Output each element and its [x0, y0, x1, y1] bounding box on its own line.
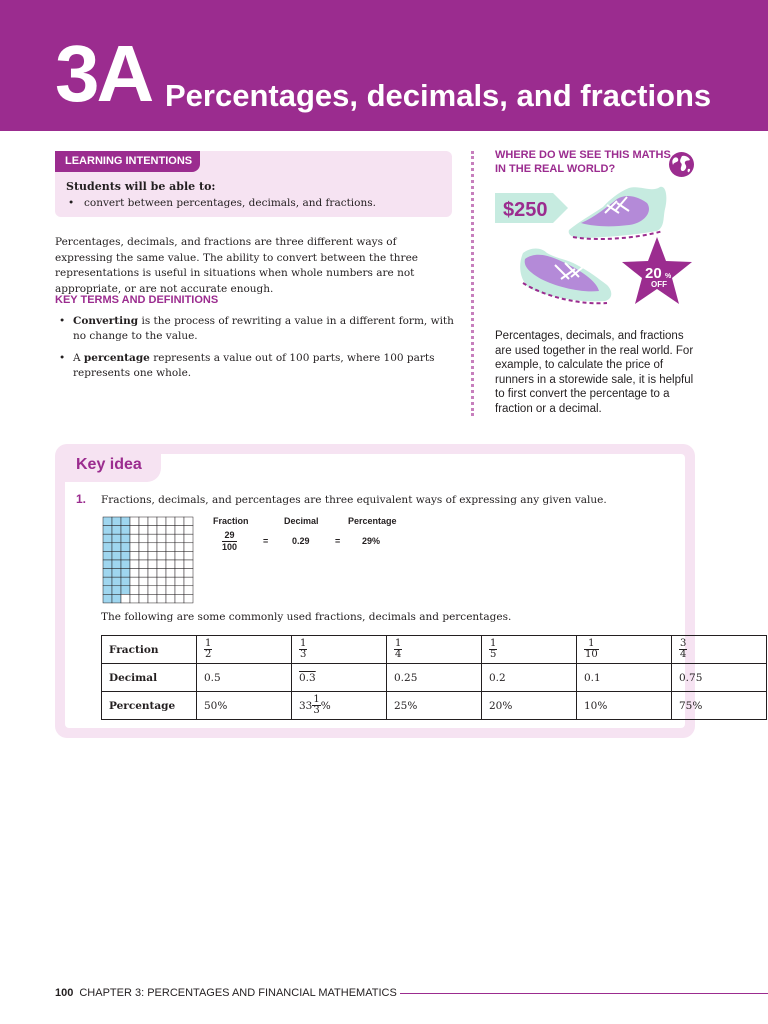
grid-square-shaded [103, 594, 112, 603]
example-percentage: 29% [362, 536, 381, 546]
table-cell-mixed-number: 33 $\frac{1}{3}$ % [292, 692, 387, 720]
grid-square [148, 586, 157, 595]
grid-square-shaded [112, 543, 121, 552]
grid-square [139, 551, 148, 560]
learning-intentions-lead: Students will be able to: [66, 180, 216, 193]
grid-square-shaded [121, 543, 130, 552]
grid-square [139, 543, 148, 552]
grid-square-shaded [103, 534, 112, 543]
grid-square [148, 577, 157, 586]
grid-square-shaded [121, 560, 130, 569]
grid-square [184, 569, 193, 578]
grid-square [175, 517, 184, 526]
grid-square [166, 543, 175, 552]
learning-intention-item: • convert between percentages, decimals, and fractions. [84, 197, 376, 209]
grid-square [148, 534, 157, 543]
grid-square [130, 534, 139, 543]
page-footer [55, 987, 397, 999]
grid-square-shaded [121, 526, 130, 535]
page-number: 100 [55, 987, 74, 999]
grid-square [157, 526, 166, 535]
table-cell: 0.5 [197, 664, 292, 692]
grid-square [175, 534, 184, 543]
grid-square-shaded [103, 543, 112, 552]
globe-icon [668, 151, 695, 178]
table-cell: 0.75 [672, 664, 767, 692]
row-header: Decimal [102, 664, 197, 692]
grid-square [148, 526, 157, 535]
grid-square [166, 517, 175, 526]
column-divider [471, 151, 474, 416]
grid-square-shaded [121, 569, 130, 578]
grid-square [130, 560, 139, 569]
real-world-text: Percentages, decimals, and fractions are used together in the real world. For example, to calculate the price of runners in a storewide sale, it is helpful to first convert the percentage to a fraction or a decimal. [495, 330, 694, 415]
table-cell: 75% [672, 692, 767, 720]
table-row [102, 692, 767, 720]
grid-square-shaded [112, 551, 121, 560]
grid-square [175, 586, 184, 595]
intro-paragraph: Percentages, decimals, and fractions are three different ways of expressing the same value. The ability to convert between the three representations is useful in situations when whole numbers are not appropriate, or are not accurate enough. [55, 236, 418, 295]
hundred-grid [102, 516, 194, 604]
table-row [102, 664, 767, 692]
grid-square-shaded [103, 586, 112, 595]
section-title: Percentages, decimals, and fractions [165, 78, 712, 113]
discount-value: 20 [645, 265, 662, 282]
grid-square [184, 594, 193, 603]
grid-square [157, 534, 166, 543]
table-cell-repeating: 0.3 [292, 664, 387, 692]
grid-square [175, 569, 184, 578]
grid-square [166, 586, 175, 595]
grid-square [166, 594, 175, 603]
key-idea-statement: Fractions, decimals, and percentages are three equivalent ways of expressing any given value. [101, 494, 607, 506]
grid-square-shaded [112, 526, 121, 535]
grid-square-shaded [112, 534, 121, 543]
key-term-definition: is the process of rewriting a value in a different form, with no change to the value. [73, 315, 454, 342]
grid-square [157, 594, 166, 603]
grid-square [166, 551, 175, 560]
equals-sign: = [335, 536, 341, 546]
grid-square-shaded [121, 551, 130, 560]
sneaker-bottom [520, 249, 611, 304]
grid-square [148, 560, 157, 569]
key-term: Converting [73, 315, 139, 327]
sneaker-top [569, 187, 667, 239]
equals-sign: = [263, 536, 269, 546]
grid-square-shaded [121, 534, 130, 543]
grid-square [139, 534, 148, 543]
grid-square-shaded [112, 594, 121, 603]
grid-square-shaded [112, 569, 121, 578]
grid-square [184, 526, 193, 535]
grid-square [184, 586, 193, 595]
grid-square [130, 586, 139, 595]
footer-rule [400, 993, 768, 994]
section-number: 3A [55, 29, 152, 118]
grid-square [139, 526, 148, 535]
table-cell: 0.1 [577, 664, 672, 692]
grid-square [184, 551, 193, 560]
key-idea-number: 1. [76, 492, 87, 506]
key-term-definition: represents a value out of 100 parts, where 100 parts represents one whole. [73, 352, 435, 379]
example-decimal: 0.29 [292, 536, 310, 546]
table-cell: 0.2 [482, 664, 577, 692]
grid-square [157, 551, 166, 560]
grid-square-shaded [121, 586, 130, 595]
grid-square [184, 560, 193, 569]
grid-square [148, 543, 157, 552]
table-cell: $\frac{1}{10}$ [577, 636, 672, 664]
grid-square [184, 577, 193, 586]
price-tag [495, 193, 568, 223]
table-row [102, 636, 767, 664]
table-cell: $\frac{1}{2}$ [197, 636, 292, 664]
grid-square [157, 543, 166, 552]
grid-square-shaded [103, 560, 112, 569]
conversion-table [101, 635, 767, 720]
grid-square [175, 526, 184, 535]
key-idea-title: Key idea [76, 456, 142, 473]
fraction-numerator: 29 [222, 530, 237, 542]
key-term-prefix: A [73, 352, 84, 364]
grid-square-shaded [121, 577, 130, 586]
table-cell: $\frac{1}{3}$ [292, 636, 387, 664]
key-term: percentage [83, 352, 150, 364]
fraction-header: Fraction [213, 516, 249, 526]
grid-square [139, 594, 148, 603]
grid-square [184, 543, 193, 552]
table-cell: $\frac{3}{4}$ [672, 636, 767, 664]
table-cell: 0.25 [387, 664, 482, 692]
grid-square [157, 586, 166, 595]
table-cell: $\frac{1}{4}$ [387, 636, 482, 664]
grid-square [139, 517, 148, 526]
table-cell: 10% [577, 692, 672, 720]
grid-square [130, 551, 139, 560]
table-cell: 20% [482, 692, 577, 720]
discount-star [622, 237, 692, 304]
grid-square [166, 569, 175, 578]
grid-square [121, 594, 130, 603]
key-term-item [55, 351, 455, 381]
example-fraction [222, 530, 237, 553]
grid-square [175, 560, 184, 569]
common-values-note: The following are some commonly used fractions, decimals and percentages. [101, 611, 512, 623]
grid-square [157, 517, 166, 526]
grid-square [175, 594, 184, 603]
chapter-title: CHAPTER 3: PERCENTAGES AND FINANCIAL MATHEMATICS [79, 987, 397, 999]
grid-square [166, 534, 175, 543]
sneakers-illustration [495, 183, 700, 311]
row-header: Fraction [102, 636, 197, 664]
grid-square [148, 569, 157, 578]
grid-square [175, 551, 184, 560]
grid-square-shaded [103, 577, 112, 586]
learning-intentions-tab: LEARNING INTENTIONS [55, 151, 200, 172]
grid-square [130, 517, 139, 526]
grid-square-shaded [121, 517, 130, 526]
grid-square [139, 586, 148, 595]
grid-square [130, 543, 139, 552]
grid-square [157, 569, 166, 578]
table-cell: $\frac{1}{5}$ [482, 636, 577, 664]
grid-square-shaded [112, 577, 121, 586]
key-terms-list [55, 314, 455, 388]
grid-square [157, 577, 166, 586]
key-term-item [55, 314, 455, 344]
decimal-header: Decimal [284, 516, 319, 526]
grid-square-shaded [112, 586, 121, 595]
table-cell: 50% [197, 692, 292, 720]
grid-square [139, 569, 148, 578]
discount-unit: % [665, 273, 672, 280]
grid-square-shaded [103, 526, 112, 535]
grid-square [130, 594, 139, 603]
grid-square [157, 560, 166, 569]
percentage-header: Percentage [348, 516, 397, 526]
row-header: Percentage [102, 692, 197, 720]
grid-square-shaded [112, 517, 121, 526]
grid-square [175, 577, 184, 586]
grid-square [130, 569, 139, 578]
table-cell: 25% [387, 692, 482, 720]
grid-square [148, 594, 157, 603]
grid-square [184, 534, 193, 543]
real-world-title: WHERE DO WE SEE THIS MATHS IN THE REAL WORLD? [495, 149, 671, 175]
fraction-denominator: 100 [222, 542, 238, 552]
grid-square-shaded [103, 517, 112, 526]
grid-square-shaded [112, 560, 121, 569]
grid-square-shaded [103, 569, 112, 578]
grid-square [139, 560, 148, 569]
grid-square [184, 517, 193, 526]
grid-square [175, 543, 184, 552]
grid-square [166, 577, 175, 586]
grid-square [130, 526, 139, 535]
discount-label: OFF [651, 280, 667, 289]
key-terms-heading: KEY TERMS AND DEFINITIONS [55, 294, 219, 306]
grid-square [130, 577, 139, 586]
grid-square [139, 577, 148, 586]
grid-square [148, 517, 157, 526]
grid-square [166, 526, 175, 535]
price-tag-text: $250 [503, 199, 548, 221]
grid-square-shaded [103, 551, 112, 560]
grid-square [148, 551, 157, 560]
grid-square [166, 560, 175, 569]
